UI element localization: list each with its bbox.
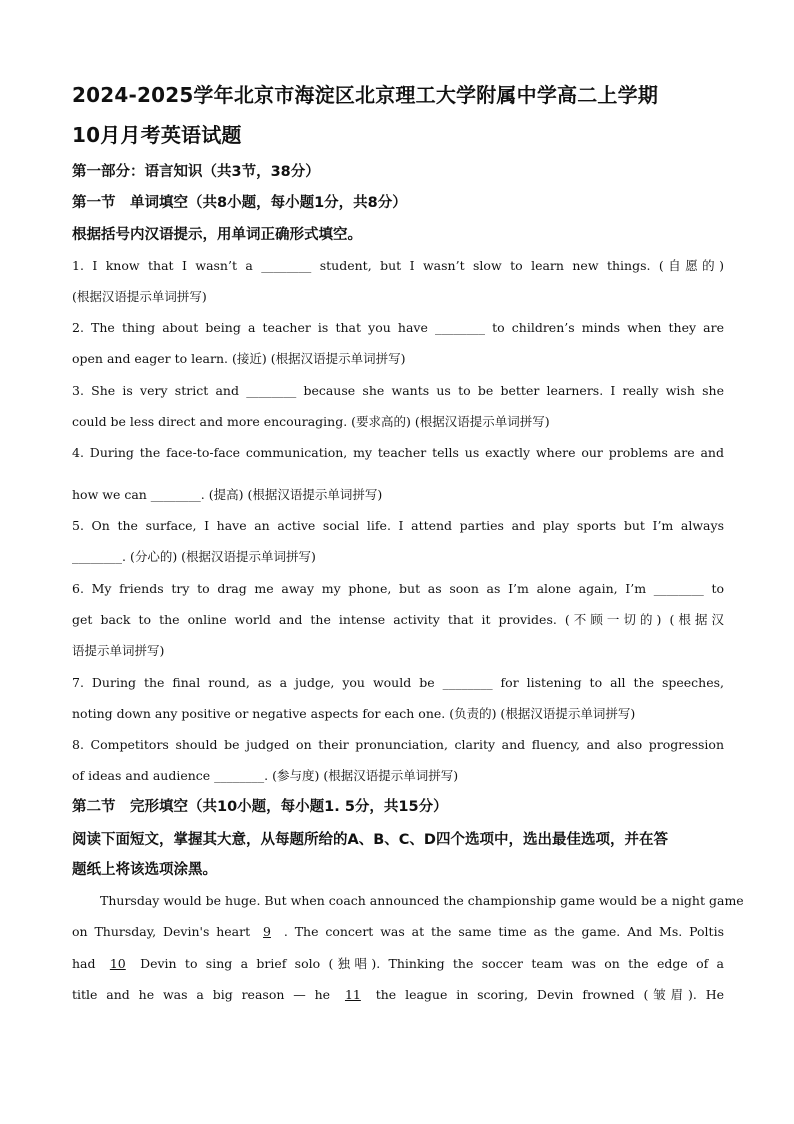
- blank-9: 9: [263, 924, 271, 939]
- question-2-line-2: open and eager to learn. (接近) (根据汉语提示单词拼写): [72, 351, 406, 366]
- question-1-line-1: 1. I know that I wasn’t a ________ student, but I wasn’t slow to learn new things. (自愿的): [72, 258, 724, 273]
- section2-instruction-line-2: 题纸上将该选项涂黑。: [72, 862, 217, 878]
- passage-text: . The concert was at the same time as the game. And Ms. Poltis: [283, 924, 724, 939]
- passage-text: on Thursday, Devin's heart: [72, 924, 251, 939]
- blank-10: 10: [109, 956, 126, 971]
- passage-text: title and he was a big reason — he: [72, 987, 331, 1002]
- question-3-line-2: could be less direct and more encouraging. (要求高的) (根据汉语提示单词拼写): [72, 414, 550, 429]
- part1-heading: 第一部分：语言知识（共3节，38分）: [72, 164, 320, 180]
- section2-instruction-line-1: 阅读下面短文，掌握其大意，从每题所给的A、B、C、D四个选项中，选出最佳选项，并在答: [72, 832, 668, 848]
- passage-line-3: [72, 955, 724, 973]
- section1-heading: 第一节 单词填空（共8小题，每小题1分，共8分）: [72, 195, 407, 211]
- question-6-line-3: 语提示单词拼写): [72, 643, 165, 658]
- question-4-line-2: how we can ________. (提高) (根据汉语提示单词拼写): [72, 487, 383, 502]
- passage-line-2: [72, 923, 724, 941]
- passage-line-1: Thursday would be huge. But when coach announced the championship game would be a night game: [100, 893, 744, 908]
- exam-title-line-2: 10月月考英语试题: [72, 123, 242, 147]
- question-8-line-1: 8. Competitors should be judged on their pronunciation, clarity and fluency, and also progression: [72, 737, 724, 752]
- question-4-line-1: 4. During the face-to-face communication, my teacher tells us exactly where our problems are and: [72, 445, 724, 460]
- passage-text: Devin to sing a brief solo (独唱). Thinking the soccer team was on the edge of a: [140, 956, 724, 971]
- question-7-line-1: 7. During the final round, as a judge, you would be ________ for listening to all the speeches,: [72, 675, 724, 690]
- question-3-line-1: 3. She is very strict and ________ because she wants us to be better learners. I really wish she: [72, 383, 724, 398]
- passage-text: had: [72, 956, 96, 971]
- question-2-line-1: 2. The thing about being a teacher is that you have ________ to children’s minds when they are: [72, 320, 724, 335]
- question-5-line-2: ________. (分心的) (根据汉语提示单词拼写): [72, 549, 316, 564]
- question-7-line-2: noting down any positive or negative aspects for each one. (负责的) (根据汉语提示单词拼写): [72, 706, 636, 721]
- passage-line-4: [72, 986, 724, 1004]
- section1-instruction: 根据括号内汉语提示，用单词正确形式填空。: [72, 227, 362, 243]
- passage-text: the league in scoring, Devin frowned (皱眉). He: [375, 987, 725, 1002]
- question-6-line-1: 6. My friends try to drag me away my phone, but as soon as I’m alone again, I’m ________ to: [72, 581, 724, 596]
- exam-title-line-1: 2024-2025学年北京市海淀区北京理工大学附属中学高二上学期: [72, 83, 659, 107]
- section2-heading: 第二节 完形填空（共10小题，每小题1. 5分，共15分）: [72, 799, 448, 815]
- blank-11: 11: [344, 987, 361, 1002]
- question-6-line-2: get back to the online world and the intense activity that it provides. (不顾一切的) (根据汉: [72, 612, 724, 627]
- question-5-line-1: 5. On the surface, I have an active social life. I attend parties and play sports but I’m always: [72, 518, 724, 533]
- question-1-line-2: (根据汉语提示单词拼写): [72, 289, 207, 304]
- question-8-line-2: of ideas and audience ________. (参与度) (根据汉语提示单词拼写): [72, 768, 459, 783]
